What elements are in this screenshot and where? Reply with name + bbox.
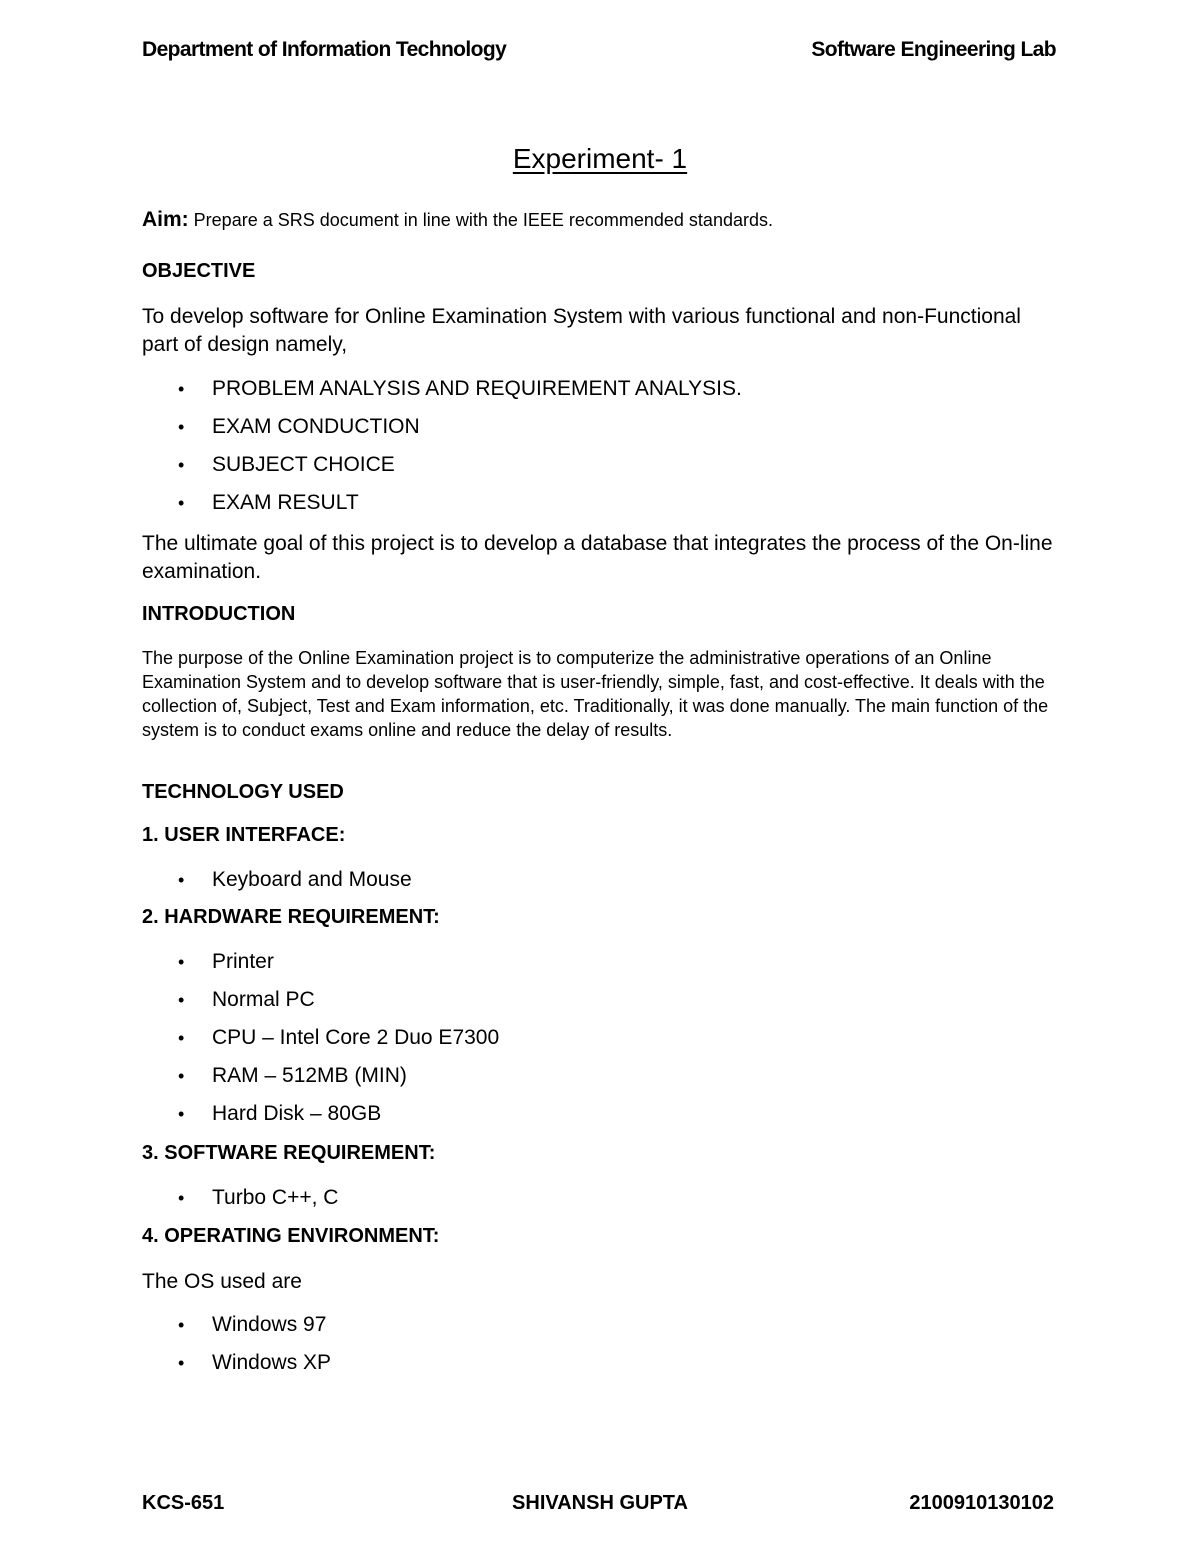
- aim-line: [142, 208, 1062, 232]
- list-item: • EXAM RESULT: [142, 484, 1062, 522]
- aim-text: Prepare a SRS document in line with the IEEE recommended standards.: [188, 210, 773, 230]
- bullet-icon: •: [178, 1353, 185, 1373]
- os-list: [142, 1306, 1062, 1382]
- bullet-icon: •: [178, 493, 185, 513]
- bullet-icon: •: [178, 1188, 185, 1208]
- header-lab: Software Engineering Lab: [811, 38, 1056, 61]
- header-department: Department of Information Technology: [142, 38, 507, 61]
- list-item: • Windows XP: [142, 1344, 1062, 1382]
- footer-roll-number: 2100910130102: [909, 1492, 1054, 1514]
- bullet-icon: •: [178, 952, 185, 972]
- list-item: • Hard Disk – 80GB: [142, 1095, 1062, 1133]
- bullet-icon: •: [178, 1104, 185, 1124]
- user-interface-list: [142, 861, 1062, 899]
- bullet-icon: •: [178, 990, 185, 1010]
- list-item: • CPU – Intel Core 2 Duo E7300: [142, 1019, 1062, 1057]
- footer-course-code: KCS-651: [142, 1492, 225, 1514]
- objective-intro: To develop software for Online Examination System with various functional and non-Functional part of design namely,: [142, 305, 1021, 356]
- list-item: • PROBLEM ANALYSIS AND REQUIREMENT ANALYSIS.: [142, 370, 1062, 408]
- os-intro: The OS used are: [142, 1270, 302, 1293]
- list-item: • Normal PC: [142, 981, 1062, 1019]
- operating-environment-heading: 4. OPERATING ENVIRONMENT:: [142, 1225, 440, 1247]
- software-heading: 3. SOFTWARE REQUIREMENT:: [142, 1142, 436, 1164]
- list-item: • Keyboard and Mouse: [142, 861, 1062, 899]
- bullet-icon: •: [178, 1028, 185, 1048]
- technology-heading: TECHNOLOGY USED: [142, 781, 344, 803]
- aim-label: Aim:: [142, 208, 189, 231]
- bullet-icon: •: [178, 1066, 185, 1086]
- user-interface-heading: 1. USER INTERFACE:: [142, 824, 346, 846]
- hardware-list: [142, 943, 1062, 1133]
- list-item: • Windows 97: [142, 1306, 1062, 1344]
- objective-heading: OBJECTIVE: [142, 260, 256, 282]
- list-item: • Printer: [142, 943, 1062, 981]
- introduction-text: The purpose of the Online Examination project is to computerize the administrative operations of an Online Examination System and to develop software that is user-friendly, simple, fast, and cost-effective. It deals with the collection of, Subject, Test and Exam information, etc. Traditionally, it was done manually. The main function of the system is to conduct exams online and reduce the delay of results.: [142, 648, 1049, 740]
- introduction-heading: INTRODUCTION: [142, 603, 296, 625]
- hardware-heading: 2. HARDWARE REQUIREMENT:: [142, 906, 440, 928]
- software-list: [142, 1179, 1062, 1217]
- bullet-icon: •: [178, 379, 185, 399]
- list-item: • EXAM CONDUCTION: [142, 408, 1062, 446]
- list-item: • RAM – 512MB (MIN): [142, 1057, 1062, 1095]
- objective-goal: The ultimate goal of this project is to develop a database that integrates the process of the On-line examination.: [142, 532, 1053, 583]
- objective-list: [142, 370, 1062, 522]
- list-item: • SUBJECT CHOICE: [142, 446, 1062, 484]
- bullet-icon: •: [178, 870, 185, 890]
- bullet-icon: •: [178, 417, 185, 437]
- footer-student-name: SHIVANSH GUPTA: [512, 1492, 688, 1514]
- bullet-icon: •: [178, 455, 185, 475]
- list-item: • Turbo C++, C: [142, 1179, 1062, 1217]
- bullet-icon: •: [178, 1315, 185, 1335]
- page-title: Experiment- 1: [512, 143, 688, 174]
